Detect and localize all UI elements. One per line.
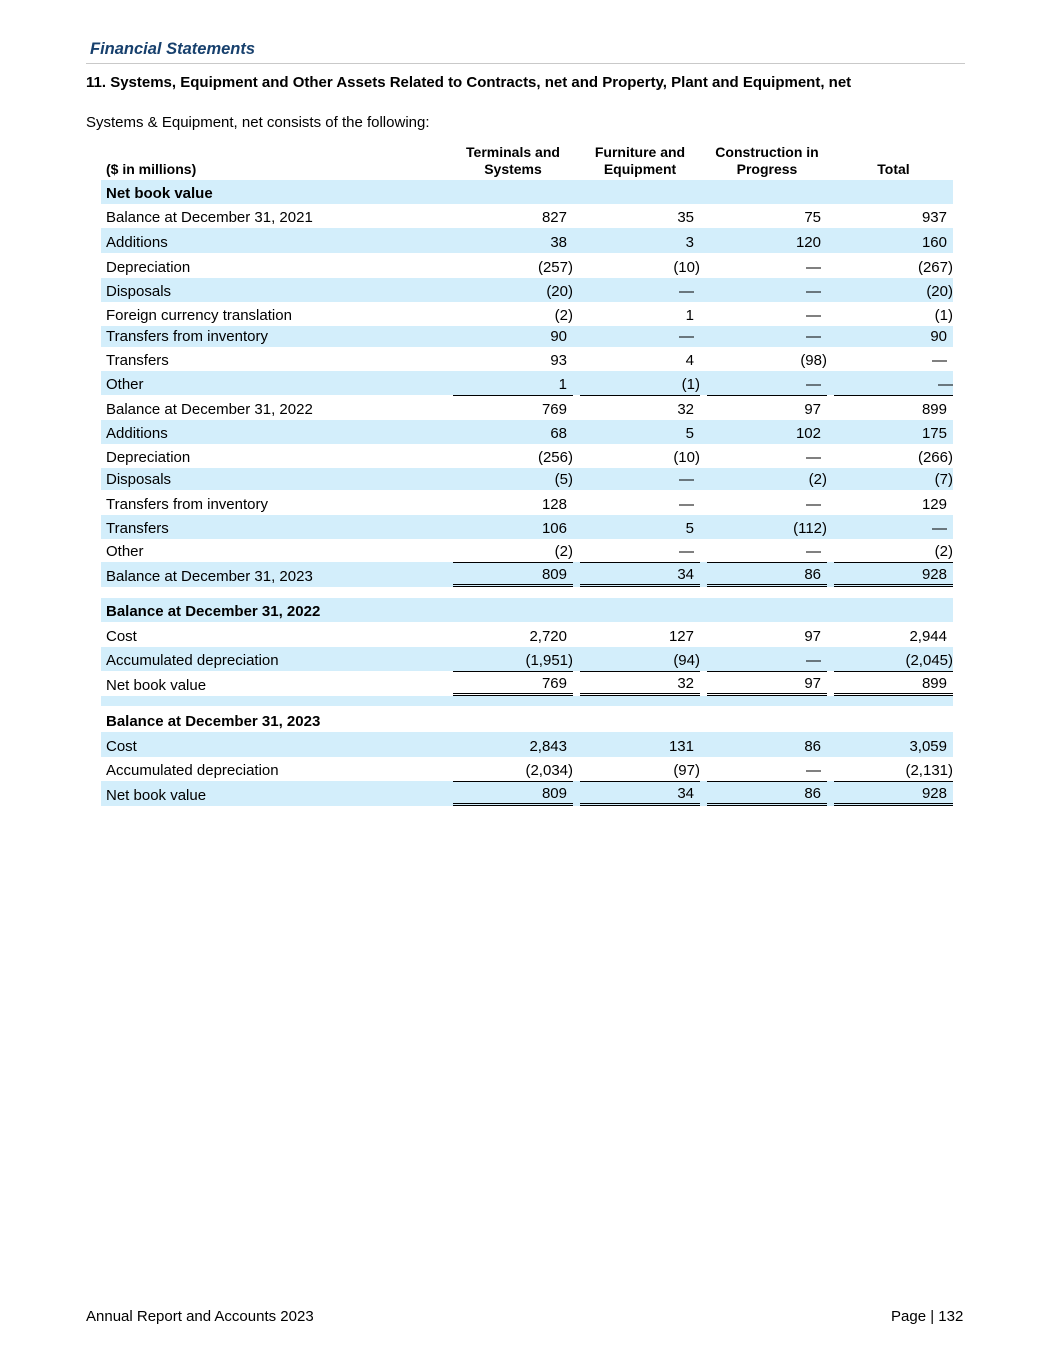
cell-value: — [679, 496, 694, 513]
column-header-total-text: Total [877, 161, 910, 177]
cell-value: 899 [921, 401, 947, 418]
table-row [101, 647, 953, 671]
cell-value: 5 [685, 425, 694, 442]
cell-total [834, 757, 953, 781]
cell-value: (266) [917, 449, 953, 466]
cell-value: (94) [673, 652, 700, 669]
table-row [101, 468, 953, 490]
cell-terminals [453, 371, 573, 395]
cell-construction [707, 647, 827, 671]
cell-value: 3,059 [909, 738, 947, 755]
table-row [101, 395, 953, 420]
cell-value: (20) [926, 283, 953, 300]
cell-value: 97 [804, 675, 821, 692]
cell-terminals [453, 781, 573, 806]
table-row [101, 228, 953, 253]
table-row [101, 781, 953, 806]
cell-terminals [453, 278, 573, 302]
table-row [101, 598, 953, 622]
row-label: Net book value [106, 677, 207, 694]
cell-value: (2) [808, 471, 827, 488]
cell-terminals [453, 204, 573, 228]
cell-value: 106 [541, 520, 567, 537]
cell-furniture [580, 671, 700, 696]
row-label: Other [106, 543, 144, 560]
row-label: Cost [106, 738, 137, 755]
cell-value: — [806, 307, 821, 324]
table-row [101, 671, 953, 696]
cell-value: 86 [804, 785, 821, 802]
cell-terminals [453, 757, 573, 781]
cell-furniture [580, 395, 700, 420]
column-header-label [101, 142, 446, 181]
cell-value: 827 [541, 209, 567, 226]
cell-total [834, 732, 953, 757]
cell-value: (1) [934, 307, 953, 324]
cell-total [834, 347, 953, 371]
note-title: 11. Systems, Equipment and Other Assets Related to Contracts, net and Property, Plant and Equipment, net [86, 74, 852, 91]
cell-value: 2,843 [529, 738, 567, 755]
row-label: Additions [106, 234, 168, 251]
cell-construction [707, 781, 827, 806]
cell-terminals [453, 347, 573, 371]
row-label: Cost [106, 628, 137, 645]
cell-value: 86 [804, 738, 821, 755]
cell-value: (2,131) [905, 762, 953, 779]
cell-construction [707, 562, 827, 587]
cell-value: — [932, 520, 947, 537]
cell-construction [707, 444, 827, 468]
column-header-terminals-text: Terminals and Systems [466, 144, 560, 177]
table-row [101, 757, 953, 781]
cell-total [834, 671, 953, 696]
row-label: Accumulated depreciation [106, 762, 279, 779]
cell-value: (2) [554, 307, 573, 324]
cell-terminals [453, 539, 573, 562]
table-row [101, 622, 953, 647]
cell-value: — [806, 496, 821, 513]
cell-value: 769 [541, 401, 567, 418]
cell-value: 769 [541, 675, 567, 692]
cell-value: — [679, 543, 694, 560]
cell-total [834, 395, 953, 420]
cell-value: 120 [795, 234, 821, 251]
cell-value: — [806, 283, 821, 300]
cell-value: 4 [685, 352, 694, 369]
cell-total [834, 647, 953, 671]
cell-value: (1,951) [525, 652, 573, 669]
cell-value: — [806, 376, 821, 393]
cell-value: (1) [681, 376, 700, 393]
cell-value: — [938, 376, 953, 393]
cell-terminals [453, 647, 573, 671]
cell-furniture [580, 420, 700, 444]
cell-furniture [580, 468, 700, 490]
cell-terminals [453, 228, 573, 253]
column-header-total [834, 142, 953, 182]
cell-construction [707, 395, 827, 420]
cell-value: 93 [550, 352, 567, 369]
cell-value: (2) [554, 543, 573, 560]
cell-value: — [806, 762, 821, 779]
table-row [101, 444, 953, 468]
row-label: Additions [106, 425, 168, 442]
cell-construction [707, 228, 827, 253]
cell-construction [707, 420, 827, 444]
table-row [101, 278, 953, 302]
row-label: Balance at December 31, 2022 [106, 401, 313, 418]
cell-terminals [453, 562, 573, 587]
cell-terminals [453, 732, 573, 757]
cell-value: (112) [793, 520, 827, 537]
cell-value: 2,720 [529, 628, 567, 645]
table-row [101, 180, 953, 204]
row-label: Transfers [106, 520, 169, 537]
table-row [101, 326, 953, 347]
table-row [101, 302, 953, 326]
cell-terminals [453, 444, 573, 468]
cell-value: — [679, 328, 694, 345]
cell-value: (2,045) [905, 652, 953, 669]
cell-value: 128 [541, 496, 567, 513]
column-header-terminals [453, 142, 573, 182]
cell-furniture [580, 781, 700, 806]
table-row [101, 371, 953, 395]
cell-value: 1 [685, 307, 694, 324]
cell-value: (5) [554, 471, 573, 488]
cell-value: 127 [668, 628, 694, 645]
cell-value: 97 [804, 401, 821, 418]
cell-value: (98) [800, 352, 827, 369]
cell-construction [707, 253, 827, 278]
table-row [101, 732, 953, 757]
cell-construction [707, 468, 827, 490]
cell-terminals [453, 622, 573, 647]
column-header-furniture-text: Furniture and Equipment [594, 144, 686, 177]
cell-value: 928 [921, 785, 947, 802]
table-row [101, 696, 953, 706]
cell-value: — [806, 328, 821, 345]
cell-construction [707, 490, 827, 515]
cell-terminals [453, 395, 573, 420]
row-label: Transfers from inventory [106, 328, 268, 345]
cell-terminals [453, 515, 573, 539]
cell-furniture [580, 302, 700, 326]
table-row [101, 562, 953, 587]
cell-furniture [580, 562, 700, 587]
footer-report-title: Annual Report and Accounts 2023 [86, 1308, 314, 1325]
cell-furniture [580, 647, 700, 671]
cell-value: 32 [677, 401, 694, 418]
row-label: Foreign currency translation [106, 307, 292, 324]
cell-value: 34 [677, 566, 694, 583]
cell-terminals [453, 490, 573, 515]
cell-value: 928 [921, 566, 947, 583]
row-label: Balance at December 31, 2022 [106, 603, 321, 620]
cell-terminals [453, 253, 573, 278]
cell-value: 34 [677, 785, 694, 802]
cell-value: (257) [537, 259, 573, 276]
cell-value: 131 [668, 738, 694, 755]
cell-construction [707, 757, 827, 781]
column-header-construction [707, 142, 827, 182]
cell-value: 2,944 [909, 628, 947, 645]
cell-value: 75 [804, 209, 821, 226]
cell-furniture [580, 371, 700, 395]
section-header [86, 40, 965, 64]
row-label: Other [106, 376, 144, 393]
cell-total [834, 420, 953, 444]
cell-value: 899 [921, 675, 947, 692]
cell-value: — [806, 449, 821, 466]
cell-value: 129 [921, 496, 947, 513]
cell-furniture [580, 204, 700, 228]
cell-construction [707, 302, 827, 326]
cell-furniture [580, 622, 700, 647]
row-label: Depreciation [106, 259, 191, 276]
cell-value: (10) [673, 259, 700, 276]
column-header-furniture [580, 142, 700, 182]
cell-value: 160 [921, 234, 947, 251]
cell-construction [707, 326, 827, 347]
cell-total [834, 490, 953, 515]
cell-furniture [580, 278, 700, 302]
cell-construction [707, 371, 827, 395]
cell-terminals [453, 302, 573, 326]
cell-furniture [580, 444, 700, 468]
cell-value: 90 [930, 328, 947, 345]
cell-value: 937 [921, 209, 947, 226]
cell-construction [707, 204, 827, 228]
cell-total [834, 622, 953, 647]
row-label: Transfers [106, 352, 169, 369]
cell-construction [707, 278, 827, 302]
cell-value: 35 [677, 209, 694, 226]
cell-value: — [806, 259, 821, 276]
cell-total [834, 781, 953, 806]
cell-value: 175 [921, 425, 947, 442]
cell-furniture [580, 347, 700, 371]
cell-value: (20) [546, 283, 573, 300]
cell-furniture [580, 228, 700, 253]
cell-value: 97 [804, 628, 821, 645]
table-row [101, 253, 953, 278]
cell-value: 102 [795, 425, 821, 442]
cell-furniture [580, 515, 700, 539]
cell-value: (10) [673, 449, 700, 466]
cell-value: (2,034) [525, 762, 573, 779]
cell-value: 1 [558, 376, 567, 393]
cell-value: 86 [804, 566, 821, 583]
cell-value: (97) [673, 762, 700, 779]
cell-furniture [580, 326, 700, 347]
cell-total [834, 444, 953, 468]
row-label: Accumulated depreciation [106, 652, 279, 669]
row-label: Balance at December 31, 2023 [106, 568, 313, 585]
cell-terminals [453, 420, 573, 444]
cell-total [834, 302, 953, 326]
section-header-title: Financial Statements [90, 40, 256, 58]
footer-page-number: Page | 132 [891, 1308, 964, 1325]
cell-total [834, 253, 953, 278]
cell-value: 68 [550, 425, 567, 442]
row-label: Balance at December 31, 2021 [106, 209, 313, 226]
cell-total [834, 468, 953, 490]
cell-total [834, 515, 953, 539]
cell-construction [707, 515, 827, 539]
cell-construction [707, 671, 827, 696]
table-row [101, 490, 953, 515]
cell-value: — [679, 471, 694, 488]
cell-furniture [580, 253, 700, 278]
cell-terminals [453, 468, 573, 490]
cell-value: 809 [541, 566, 567, 583]
cell-construction [707, 347, 827, 371]
table-row [101, 420, 953, 444]
cell-value: (2) [934, 543, 953, 560]
cell-total [834, 371, 953, 395]
cell-furniture [580, 539, 700, 562]
cell-construction [707, 622, 827, 647]
cell-value: 38 [550, 234, 567, 251]
column-header-label-text: ($ in millions) [106, 161, 197, 177]
row-label: Depreciation [106, 449, 191, 466]
cell-furniture [580, 490, 700, 515]
table-row [101, 708, 953, 732]
cell-value: (267) [917, 259, 953, 276]
cell-furniture [580, 757, 700, 781]
cell-total [834, 326, 953, 347]
row-label: Balance at December 31, 2023 [106, 713, 321, 730]
cell-value: — [679, 283, 694, 300]
row-label: Net book value [106, 185, 213, 202]
cell-total [834, 228, 953, 253]
cell-value: 32 [677, 675, 694, 692]
cell-value: (256) [537, 449, 573, 466]
cell-value: — [806, 652, 821, 669]
cell-value: (7) [934, 471, 953, 488]
intro-text: Systems & Equipment, net consists of the following: [86, 114, 430, 131]
row-label: Net book value [106, 787, 207, 804]
cell-value: 3 [685, 234, 694, 251]
cell-value: 90 [550, 328, 567, 345]
table-row [101, 347, 953, 371]
row-label: Disposals [106, 471, 172, 488]
table-row [101, 515, 953, 539]
row-label: Transfers from inventory [106, 496, 268, 513]
cell-value: — [806, 543, 821, 560]
cell-construction [707, 539, 827, 562]
cell-total [834, 278, 953, 302]
cell-construction [707, 732, 827, 757]
cell-terminals [453, 326, 573, 347]
cell-value: 809 [541, 785, 567, 802]
cell-value: 5 [685, 520, 694, 537]
column-header-construction-text: Construction in Progress [715, 144, 819, 177]
cell-value: — [932, 352, 947, 369]
cell-total [834, 204, 953, 228]
cell-total [834, 539, 953, 562]
cell-furniture [580, 732, 700, 757]
row-label: Disposals [106, 283, 172, 300]
cell-total [834, 562, 953, 587]
table-row [101, 204, 953, 228]
cell-terminals [453, 671, 573, 696]
table-row [101, 539, 953, 562]
